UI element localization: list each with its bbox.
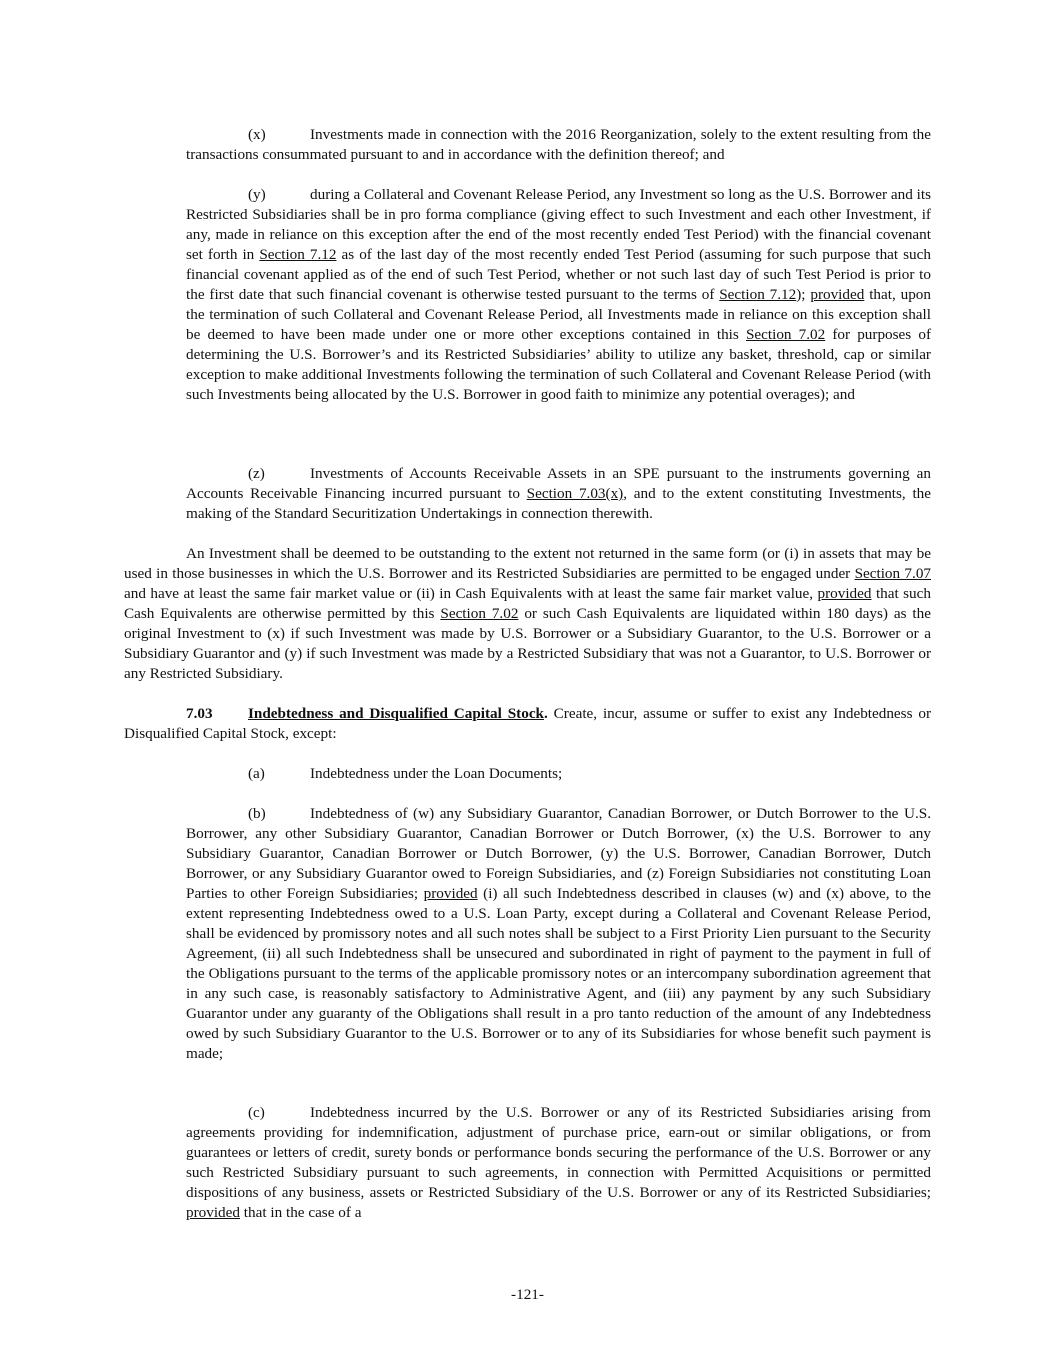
clause-label: (c) bbox=[248, 1104, 265, 1121]
clause-label: (z) bbox=[248, 465, 265, 482]
section-reference-link[interactable]: Section 7.02 bbox=[440, 605, 519, 622]
section-7-03: 7.03 Indebtedness and Disqualified Capital Stock. Create, incur, assume or suffer to exist any Indebtedness or Disqualified Capital Stock, except: bbox=[124, 705, 931, 742]
provided-term: provided bbox=[817, 585, 872, 602]
section-reference-link[interactable]: Section 7.03(x) bbox=[526, 485, 624, 502]
section-lead-text: Create, incur, assume or suffer to exist any Indebtedness or Disqualified Capital Stock, except: bbox=[124, 705, 931, 742]
outstanding-paragraph: An Investment shall be deemed to be outstanding to the extent not returned in the same form (or (i) in assets that may be used in those businesses in which the U.S. Borrower and its Restricted Subsidiaries are permitted to be engaged under Section 7.07 and have at least the same fair market value or (ii) in Cash Equivalents with at least the same fair market value, provided that such Cash Equivalents are otherwise permitted by this Section 7.02 or such Cash Equivalents are liquidated within 180 days) as the original Investment to (x) if such Investment was made by U.S. Borrower or a Subsidiary Guarantor, to the U.S. Borrower or a Subsidiary Guarantor and (y) if such Investment was made by a Restricted Subsidiary that was not a Guarantor, to U.S. Borrower or any Restricted Subsidiary. bbox=[124, 545, 932, 682]
clause-label: (b) bbox=[248, 805, 266, 822]
clause-x bbox=[186, 125, 931, 165]
provided-term: provided bbox=[186, 1204, 240, 1221]
clause-label: (y) bbox=[248, 186, 266, 203]
page-number: -121- bbox=[511, 1286, 544, 1303]
provided-term: provided bbox=[423, 885, 478, 902]
section-reference-link[interactable]: Section 7.12 bbox=[259, 246, 337, 263]
section-reference-link[interactable]: Section 7.02 bbox=[745, 326, 826, 343]
clause-a: (a) Indebtedness under the Loan Documents; bbox=[248, 765, 563, 782]
provided-term: provided bbox=[810, 286, 865, 303]
clause-c: (c) Indebtedness incurred by the U.S. Borrower or any of its Restricted Subsidiaries arising from agreements providing for indemnification, adjustment of purchase price, earn-out or similar obligations, or from guarantees or letters of credit, surety bonds or performance bonds securing the performance of the U.S. Borrower or any such Restricted Subsidiary pursuant to such agreements, in connection with Permitted Acquisitions or permitted dispositions of any business, assets or Restricted Subsidiary of the U.S. Borrower or any of its Restricted Subsidiaries; provided that in the case of a bbox=[186, 1104, 931, 1221]
section-reference-link[interactable]: Section 7.12 bbox=[719, 286, 797, 303]
section-reference-link[interactable]: Section 7.07 bbox=[854, 565, 932, 582]
section-title: Indebtedness and Disqualified Capital Stock bbox=[248, 705, 545, 722]
section-number: 7.03 bbox=[186, 705, 213, 722]
clause-z: (z) Investments of Accounts Receivable Assets in an SPE pursuant to the instruments governing an Accounts Receivable Financing incurred pursuant to Section 7.03(x), and to the extent constituting Investments, the making of the Standard Securitization Undertakings in connection therewith. bbox=[186, 465, 932, 522]
clause-label: (x) bbox=[248, 126, 266, 143]
clause-text: Investments made in connection with the 2016 Reorganization, solely to the extent resulting from the transactions consummated pursuant to and in accordance with the definition thereof; and bbox=[186, 126, 931, 163]
clause-y: (y) during a Collateral and Covenant Release Period, any Investment so long as the U.S. Borrower and its Restricted Subsidiaries shall be in pro forma compliance (giving effect to such Investment and each other Investment, if any, made in reliance on this exception after the end of the most recently ended Test Period) with the financial covenant set forth in Section 7.12 as of the last day of the most recently ended Test Period (assuming for such purpose that such financial covenant applied as of the end of such Test Period, whether or not such last day of such Test Period is prior to the first date that such financial covenant is otherwise tested pursuant to the terms of Section 7.12); provided that, upon the termination of such Collateral and Covenant Release Period, all Investments made in reliance on this exception shall be deemed to have been made under one or more other exceptions contained in this Section 7.02 for purposes of determining the U.S. Borrower’s and its Restricted Subsidiaries’ ability to utilize any basket, threshold, cap or similar exception to make additional Investments following the termination of such Collateral and Covenant Release Period (with such Investments being allocated by the U.S. Borrower in good faith to minimize any potential overages); and bbox=[186, 186, 931, 403]
clause-label: (a) bbox=[248, 765, 265, 782]
clause-b: (b) Indebtedness of (w) any Subsidiary Guarantor, Canadian Borrower, or Dutch Borrower to the U.S. Borrower, any other Subsidiary Guarantor, Canadian Borrower or Dutch Borrower, (x) the U.S. Borrower to any Subsidiary Guarantor, Canadian Borrower or Dutch Borrower, (y) the U.S. Borrower, Canadian Borrower, Dutch Borrower, or any Subsidiary Guarantor owed to Foreign Subsidiaries, and (z) Foreign Subsidiaries not constituting Loan Parties to other Foreign Subsidiaries; provided (i) all such Indebtedness described in clauses (w) and (x) above, to the extent representing Indebtedness owed to a U.S. Loan Party, except during a Collateral and Covenant Release Period, shall be evidenced by promissory notes and all such notes shall be subject to a First Priority Lien pursuant to the Security Agreement, (ii) all such Indebtedness shall be unsecured and subordinated in right of payment to the payment in full of the Obligations pursuant to the terms of the applicable promissory notes or an intercompany subordination agreement that in any such case, is reasonably satisfactory to Administrative Agent, and (iii) any payment by any such Subsidiary Guarantor under any guaranty of the Obligations shall result in a pro tanto reduction of the amount of any Indebtedness owed by such Subsidiary Guarantor to the U.S. Borrower or to any of its Subsidiaries for whose benefit such payment is made; bbox=[186, 805, 931, 1062]
